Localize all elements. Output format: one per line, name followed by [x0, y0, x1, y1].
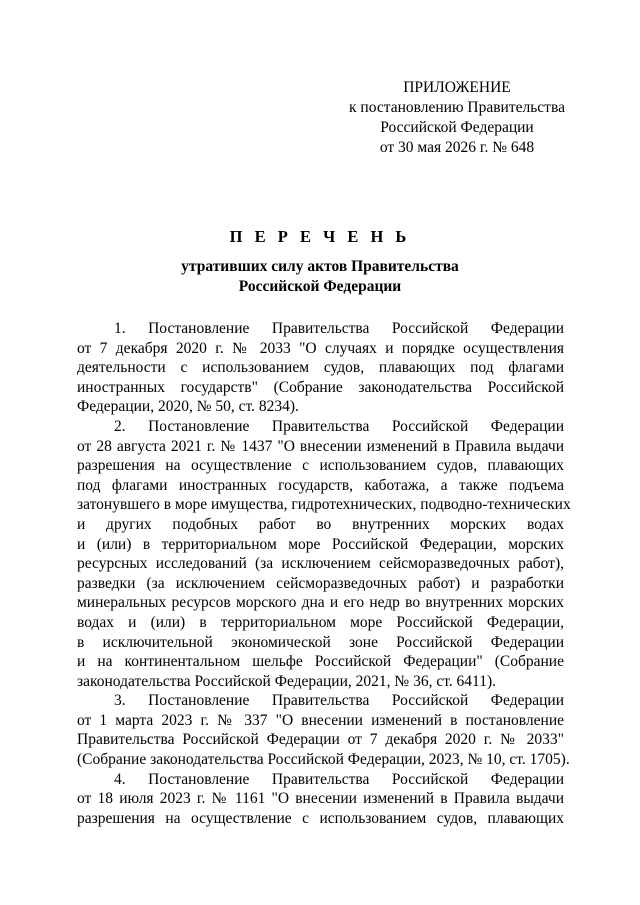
appendix-title: ПРИЛОЖЕНИЕ [403, 79, 511, 96]
list-item-line: ресурсных исследований (за исключением сейсморазведочных работ), [77, 555, 564, 573]
list-item-line: от 1 марта 2023 г. № 337 "О внесении изменений в постановление [77, 711, 564, 729]
list-item-line: от 18 июля 2023 г. № 1161 "О внесении изменений в Правила выдачи [77, 790, 564, 808]
list-item-line: Федерации, 2020, № 50, ст. 8234). [77, 398, 299, 416]
list-item-line: разведки (за исключением сейсморазведочных работ) и разработки [77, 574, 564, 592]
list-item-line: разрешения на осуществление с использованием судов, плавающих [77, 809, 564, 827]
list-item-line: 1. Постановление Правительства Российской Федерации [114, 320, 564, 337]
list-item-line: в исключительной экономической зоне Российской Федерации [77, 633, 564, 651]
list-item-line: деятельности с использованием судов, плавающих под флагами [77, 359, 564, 377]
heading-subtitle-line: Российской Федерации [238, 278, 402, 295]
list-item-line: затонувшего в море имущества, гидротехнических, подводно-технических [77, 496, 571, 514]
list-item-line: минеральных ресурсов морского дна и его недр во внутренних морских [77, 594, 564, 612]
list-item-line: законодательства Российской Федерации, 2021, № 36, ст. 6411). [77, 672, 497, 690]
list-item-line: от 28 августа 2021 г. № 1437 "О внесении изменений в Правила выдачи [77, 437, 564, 455]
list-item-line: и на континентальном шельфе Российской Федерации" (Собрание [77, 653, 564, 671]
list-item-line: под флагами иностранных государств, каботажа, а также подъема [77, 476, 564, 494]
list-item-line: (Собрание законодательства Российской Федерации, 2023, № 10, ст. 1705). [77, 751, 570, 769]
appendix-line: от 30 мая 2026 г. № 648 [379, 139, 535, 156]
heading-title: П Е Р Е Ч Е Н Ь [229, 227, 411, 246]
appendix-block [330, 78, 584, 158]
list-heading [77, 226, 563, 297]
list-item [77, 319, 564, 417]
list-item-line: 3. Постановление Правительства Российской Федерации [114, 692, 564, 710]
appendix-line: к постановлению Правительства [349, 99, 565, 116]
list-item-line: 2. Постановление Правительства Российской Федерации [114, 417, 564, 435]
list-item-line: и (или) в территориальном море Российской Федерации, морских [77, 535, 564, 553]
list-item [77, 691, 570, 769]
list-item-line: и других подобных работ во внутренних морских водах [77, 515, 564, 533]
appendix-line: Российской Федерации [380, 119, 534, 136]
document-body [77, 319, 571, 828]
list-item [77, 770, 564, 829]
list-item [77, 417, 571, 691]
list-item-line: иностранных государств" (Собрание законодательства Российской [77, 378, 564, 396]
list-item-line: разрешения на осуществление с использованием судов, плавающих [77, 457, 564, 475]
list-item-line: Правительства Российской Федерации от 7 декабря 2020 г. № 2033" [77, 731, 564, 749]
heading-subtitle-line: утративших силу актов Правительства [181, 258, 459, 275]
heading-subtitle [77, 257, 563, 297]
list-item-line: водах и (или) в территориальном море Российской Федерации, [77, 613, 564, 631]
list-item-line: от 7 декабря 2020 г. № 2033 "О случаях и порядке осуществления [77, 339, 564, 357]
list-item-line: 4. Постановление Правительства Российской Федерации [114, 770, 564, 788]
